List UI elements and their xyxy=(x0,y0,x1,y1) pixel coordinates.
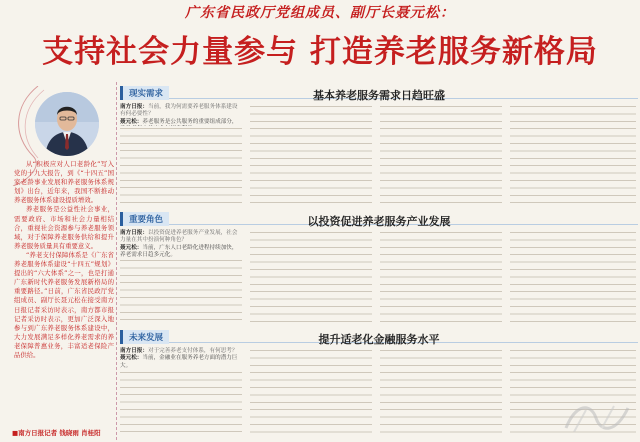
body-text-column xyxy=(380,104,502,206)
body-text-column xyxy=(250,348,372,436)
body-text-column xyxy=(250,104,372,206)
body-text-column xyxy=(250,230,372,322)
article-headline: 支持社会力量参与 打造养老服务新格局 xyxy=(42,34,598,70)
column-divider xyxy=(116,82,117,440)
answer-text: 当前，金融业在服务养老方面的潜力巨大。 xyxy=(120,355,238,369)
portrait-photo xyxy=(35,92,99,156)
section-label: 重要角色 xyxy=(120,212,169,226)
qa-block xyxy=(120,230,242,260)
question-tag: 南方日报： xyxy=(120,104,148,110)
question-tag: 南方日报： xyxy=(120,348,148,354)
lead-paragraph: “养老支付保障体系是《广东省养老服务体系建设“十四五”规划》提出的“六大体系”之一，也是打通广东新时代养老服务发展新格局的重要路径。”日前，广东省民政厅党组成员、副厅长聂元松在接受南方日报记者采访时表示，南方都市报记者采访时表示，更加广泛深入地参与到广东养老服务体系建设中，大力发展满足多样化养老需求的养老保障普惠业务，丰富适老保险产品供给。 xyxy=(14,250,114,359)
lead-paragraph: 从“积极应对人口老龄化”写入党的十九大报告，到《“十四五”国家老龄事业发展和养老服务体系规划》出台，近年来，我国不断推动养老服务体系建设提质增效。 xyxy=(14,160,114,205)
section-important-role xyxy=(120,212,638,324)
article-kicker: 广东省民政厅党组成员、副厅长聂元松： xyxy=(185,5,455,21)
body-text-column xyxy=(510,104,636,206)
answer-text: 当前，广东人口老龄化进程持续加快，养老需求日趋多元化。 xyxy=(120,244,238,259)
body-text-column xyxy=(510,230,636,322)
body-text-column xyxy=(380,230,502,322)
answer-tag: 聂元松： xyxy=(120,118,143,125)
body-text-column xyxy=(120,258,242,322)
person-portrait-icon xyxy=(35,92,99,156)
answer-tag: 聂元松： xyxy=(120,244,143,251)
lead-paragraph: 养老服务是公益性社会事业，需要政府、市场和社会力量相结合，重视社会资源参与养老服务领域，对于保障养老服务供给和提升养老服务质量具有重要意义。 xyxy=(14,205,114,250)
lead-text xyxy=(14,160,114,360)
question-text: 对于完善养老支付体系，有何思考？ xyxy=(147,348,238,354)
answer-tag: 聂元松： xyxy=(120,355,143,362)
section-label: 现实需求 xyxy=(120,86,169,100)
lead-column xyxy=(8,86,114,438)
publisher-watermark-icon xyxy=(556,398,636,438)
question-text: 以投资促进养老服务产业发展，社会力量在其中扮演何种角色？ xyxy=(120,230,238,244)
section-title: 基本养老服务需求日趋旺盛 xyxy=(313,89,445,102)
qa-block xyxy=(120,348,242,370)
body-text-column xyxy=(120,126,242,206)
question-tag: 南方日报： xyxy=(120,230,148,236)
body-text-column xyxy=(380,348,502,436)
section-title: 提升适老化金融服务水平 xyxy=(318,333,440,346)
section-reality-demand xyxy=(120,86,638,206)
byline-credit: ■南方日报记者 钱晓雨 肖桂阳 xyxy=(12,429,101,437)
section-label: 未来发展 xyxy=(120,330,169,344)
body-text-column xyxy=(120,370,242,436)
question-text: 当前，我为何需要养老服务体系建设有何必要性？ xyxy=(120,104,238,118)
section-title: 以投资促进养老服务产业发展 xyxy=(307,215,451,228)
answer-text: 养老服务是公共服务的重要组成部分， xyxy=(142,118,238,125)
